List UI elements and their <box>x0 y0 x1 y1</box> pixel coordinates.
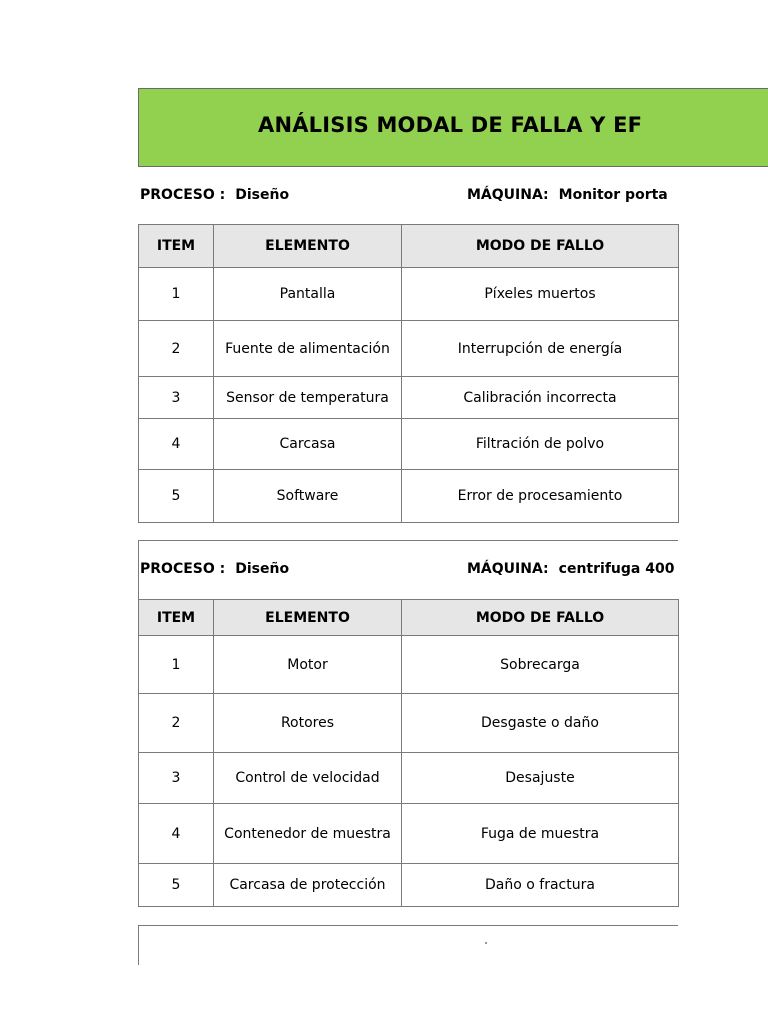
maquina-value-2: centrifuga 400 <box>558 561 675 577</box>
table-row <box>139 864 679 907</box>
cell-elemento: Control de velocidad <box>214 753 402 804</box>
proceso-value-1: Diseño <box>235 187 290 203</box>
cell-elemento: Software <box>214 470 402 523</box>
proceso-label-2: PROCESO : Diseño <box>140 561 290 577</box>
table-row <box>139 321 679 377</box>
table-row <box>139 753 679 804</box>
cell-modo: Daño o fractura <box>402 864 679 907</box>
table-row <box>139 419 679 470</box>
table-header-row <box>139 225 679 268</box>
cell-item: 2 <box>139 321 214 377</box>
cut-off-mark <box>485 942 487 944</box>
proceso-value-2: Diseño <box>235 561 290 577</box>
cell-elemento: Carcasa <box>214 419 402 470</box>
cell-elemento: Pantalla <box>214 268 402 321</box>
cell-modo: Interrupción de energía <box>402 321 679 377</box>
failure-table-1 <box>138 224 679 523</box>
table-row <box>139 470 679 523</box>
cell-item: 1 <box>139 268 214 321</box>
cell-modo: Error de procesamiento <box>402 470 679 523</box>
table-header-row <box>139 600 679 636</box>
cell-elemento: Contenedor de muestra <box>214 804 402 864</box>
cell-elemento: Fuente de alimentación <box>214 321 402 377</box>
proceso-label-1: PROCESO : Diseño <box>140 187 290 203</box>
cell-elemento: Carcasa de protección <box>214 864 402 907</box>
column-header-elemento: ELEMENTO <box>214 600 402 636</box>
cell-modo: Desgaste o daño <box>402 694 679 753</box>
table-row <box>139 636 679 694</box>
cell-item: 4 <box>139 419 214 470</box>
cell-item: 4 <box>139 804 214 864</box>
cell-elemento: Rotores <box>214 694 402 753</box>
cell-item: 3 <box>139 377 214 419</box>
cell-item: 5 <box>139 470 214 523</box>
table-row <box>139 377 679 419</box>
maquina-value-1: Monitor porta <box>558 187 668 203</box>
table-row <box>139 694 679 753</box>
cell-elemento: Sensor de temperatura <box>214 377 402 419</box>
section-3-frame <box>138 925 678 965</box>
cell-modo: Desajuste <box>402 753 679 804</box>
column-header-elemento: ELEMENTO <box>214 225 402 268</box>
cell-modo: Sobrecarga <box>402 636 679 694</box>
column-header-modo: MODO DE FALLO <box>402 600 679 636</box>
cell-elemento: Motor <box>214 636 402 694</box>
cell-modo: Fuga de muestra <box>402 804 679 864</box>
cell-item: 3 <box>139 753 214 804</box>
maquina-label-2: MÁQUINA: centrifuga 400 <box>467 561 675 577</box>
maquina-label-1: MÁQUINA: Monitor porta <box>467 187 668 203</box>
sheet-title: ANÁLISIS MODAL DE FALLA Y EF <box>258 113 643 137</box>
cell-item: 1 <box>139 636 214 694</box>
cell-modo: Píxeles muertos <box>402 268 679 321</box>
column-header-item: ITEM <box>139 600 214 636</box>
table-row <box>139 804 679 864</box>
cell-modo: Calibración incorrecta <box>402 377 679 419</box>
cell-modo: Filtración de polvo <box>402 419 679 470</box>
table-row <box>139 268 679 321</box>
cell-item: 5 <box>139 864 214 907</box>
column-header-modo: MODO DE FALLO <box>402 225 679 268</box>
cell-item: 2 <box>139 694 214 753</box>
failure-table-2 <box>138 599 679 907</box>
column-header-item: ITEM <box>139 225 214 268</box>
